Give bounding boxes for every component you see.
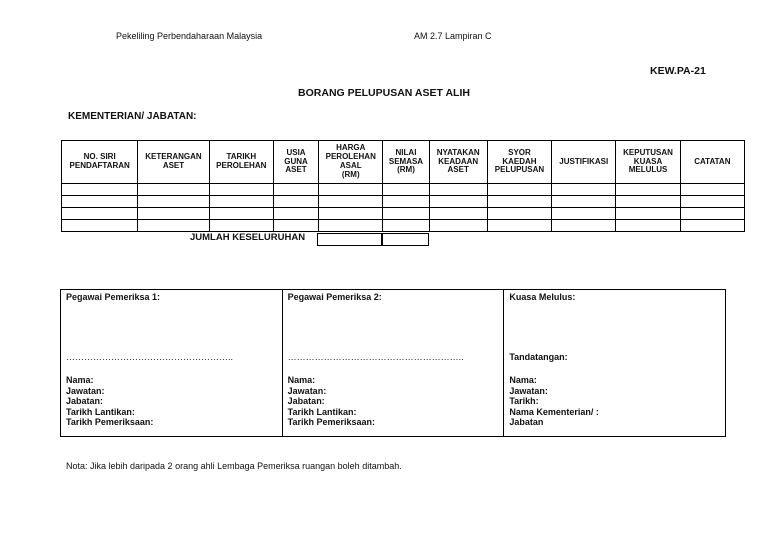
inspector-1-section — [61, 290, 282, 436]
table-row — [62, 184, 745, 196]
field-label: Tarikh Lantikan: — [287, 406, 357, 417]
section-title: Kuasa Melulus: — [509, 292, 576, 302]
column-header: JUSTIFIKASI — [552, 141, 616, 184]
column-header: NYATAKAN KEADAAN ASET — [429, 141, 487, 184]
total-current-value-cell[interactable] — [381, 233, 429, 246]
field-label: Tarikh Pemeriksaan: — [287, 417, 376, 427]
column-header: HARGA PEROLEHAN ASAL (RM) — [319, 141, 383, 184]
total-original-price-cell[interactable] — [317, 233, 383, 246]
column-header: TARIKH PEROLEHAN — [209, 141, 273, 184]
appendix-reference: AM 2.7 Lampiran C — [414, 31, 492, 41]
circular-reference: Pekeliling Perbendaharaan Malaysia — [116, 31, 263, 41]
field-label: Jabatan — [509, 417, 544, 427]
asset-table — [61, 140, 745, 232]
section-title: Pegawai Pemeriksa 2: — [287, 292, 382, 302]
column-header: KETERANGAN ASET — [138, 141, 209, 184]
signature-label: Tandatangan: — [509, 352, 568, 362]
form-title: BORANG PELUPUSAN ASET ALIH — [298, 87, 470, 99]
footnote: Nota: Jika lebih daripada 2 orang ahli Lembaga Pemeriksa ruangan boleh ditambah. — [66, 461, 402, 471]
field-label: Nama: — [66, 375, 94, 385]
officer-fields — [66, 375, 153, 428]
table-row — [62, 196, 745, 208]
column-header: NILAI SEMASA (RM) — [383, 141, 429, 184]
field-label: Jawatan: — [66, 385, 105, 396]
field-label: Jawatan: — [287, 385, 327, 396]
column-header: SYOR KAEDAH PELUPUSAN — [487, 141, 551, 184]
signature-line[interactable]: ………………………………………………….. — [287, 352, 464, 362]
field-label: Nama: — [509, 375, 537, 385]
field-label: Tarikh Lantikan: — [66, 406, 135, 417]
field-label: Jabatan: — [287, 396, 325, 406]
field-label: Nama: — [287, 375, 316, 385]
inspector-2-section — [282, 290, 504, 436]
ministry-label: KEMENTERIAN/ JABATAN: — [68, 111, 197, 122]
grand-total-label: JUMLAH KESELURUHAN — [190, 232, 306, 243]
form-code: KEW.PA-21 — [650, 65, 706, 77]
approving-authority-section — [503, 290, 725, 436]
column-header: KEPUTUSAN KUASA MELULUS — [616, 141, 680, 184]
officer-fields — [288, 375, 375, 428]
field-label: Jabatan: — [66, 396, 104, 406]
field-label: Tarikh: — [509, 396, 539, 406]
section-title: Pegawai Pemeriksa 1: — [66, 292, 161, 302]
field-label: Nama Kementerian/ : — [509, 406, 599, 417]
signature-panel — [60, 289, 726, 437]
column-header: USIA GUNA ASET — [273, 141, 318, 184]
table-row — [62, 220, 745, 232]
table-row — [62, 208, 745, 220]
signature-line[interactable]: ……………………………………………….. — [66, 352, 234, 362]
table-header-row — [62, 141, 745, 184]
authority-fields — [509, 375, 599, 428]
column-header: NO. SIRI PENDAFTARAN — [62, 141, 138, 184]
column-header: CATATAN — [680, 141, 744, 184]
field-label: Tarikh Pemeriksaan: — [66, 417, 154, 427]
field-label: Jawatan: — [509, 385, 548, 396]
